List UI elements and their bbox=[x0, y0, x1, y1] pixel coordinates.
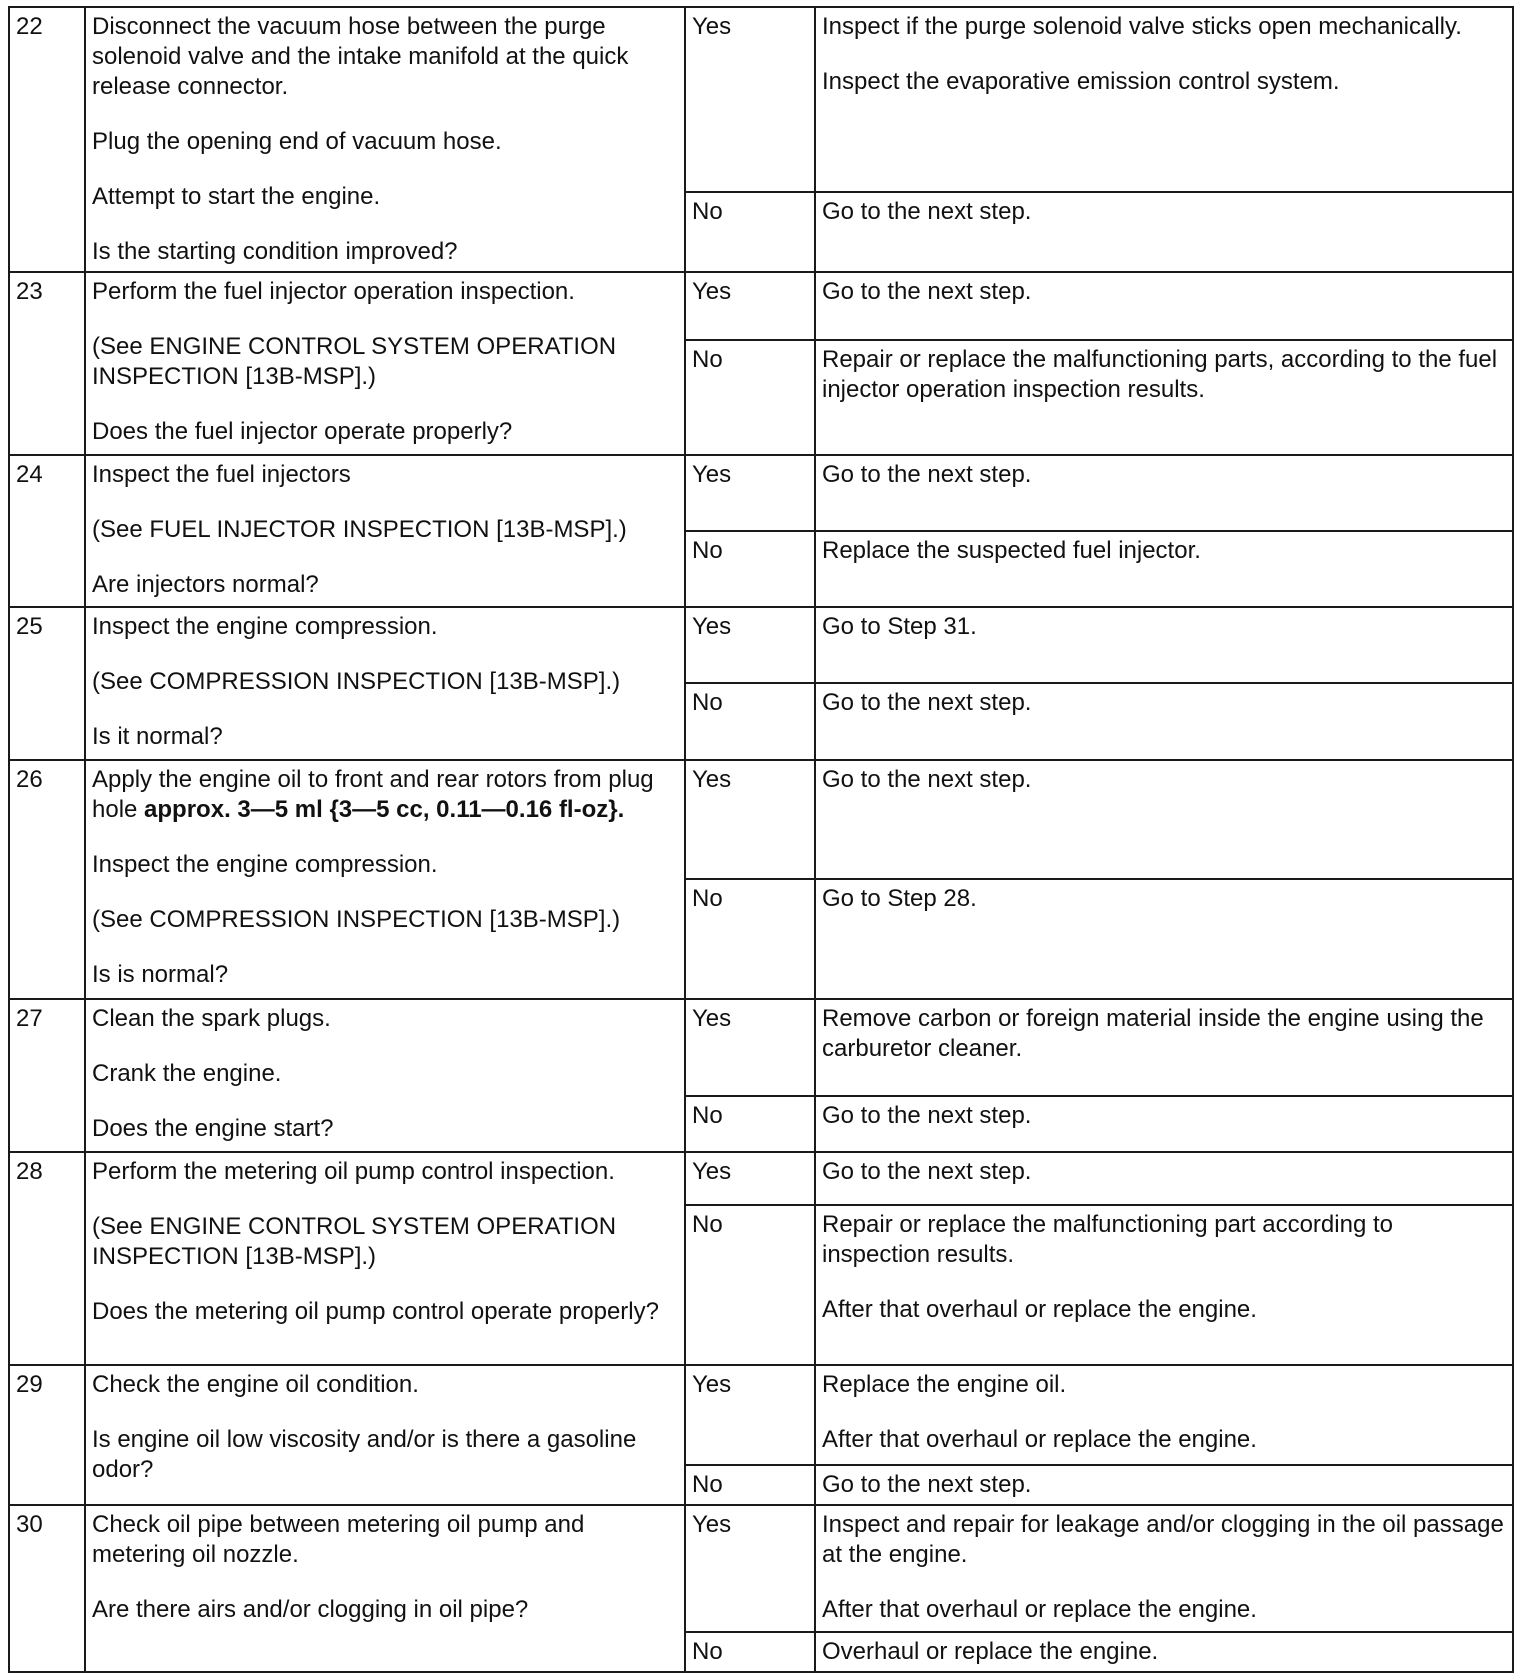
action-line: Repair or replace the malfunctioning parts, according to the fuel injector operation inspection results. bbox=[822, 346, 1498, 403]
step-procedure bbox=[85, 7, 685, 272]
yes-label: Yes bbox=[685, 455, 815, 531]
action-line: Go to the next step. bbox=[822, 461, 1032, 488]
procedure-line: Is is normal? bbox=[92, 961, 229, 988]
step-number: 23 bbox=[9, 272, 85, 455]
yes-label: Yes bbox=[685, 7, 815, 192]
procedure-line bbox=[92, 765, 678, 825]
no-action bbox=[815, 192, 1513, 272]
procedure-line: Does the engine start? bbox=[92, 1115, 334, 1142]
step-number: 25 bbox=[9, 607, 85, 760]
procedure-line: (See COMPRESSION INSPECTION [13B-MSP].) bbox=[92, 668, 621, 695]
yes-label: Yes bbox=[685, 1152, 815, 1205]
action-line: After that overhaul or replace the engine. bbox=[822, 1296, 1257, 1323]
yes-action bbox=[815, 1365, 1513, 1465]
step-row-30 bbox=[9, 1505, 1513, 1632]
action-line: Go to the next step. bbox=[822, 278, 1032, 305]
yes-action bbox=[815, 1505, 1513, 1632]
procedure-line: Plug the opening end of vacuum hose. bbox=[92, 128, 502, 155]
action-line: After that overhaul or replace the engine. bbox=[822, 1596, 1257, 1623]
step-procedure bbox=[85, 272, 685, 455]
action-line: Go to Step 31. bbox=[822, 613, 977, 640]
action-line: Repair or replace the malfunctioning part according to inspection results. bbox=[822, 1211, 1393, 1268]
troubleshooting-table bbox=[8, 6, 1514, 1673]
step-procedure bbox=[85, 1505, 685, 1672]
yes-action bbox=[815, 7, 1513, 192]
yes-action bbox=[815, 1152, 1513, 1205]
action-line: Go to the next step. bbox=[822, 689, 1032, 716]
step-number: 29 bbox=[9, 1365, 85, 1505]
step-row-27 bbox=[9, 999, 1513, 1096]
step-procedure bbox=[85, 1152, 685, 1365]
action-line: Go to the next step. bbox=[822, 1102, 1032, 1129]
no-label: No bbox=[685, 340, 815, 455]
no-label: No bbox=[685, 531, 815, 607]
step-procedure bbox=[85, 455, 685, 607]
yes-action bbox=[815, 999, 1513, 1096]
step-number: 26 bbox=[9, 760, 85, 999]
action-line: Go to the next step. bbox=[822, 766, 1032, 793]
no-action bbox=[815, 1205, 1513, 1365]
action-line: Remove carbon or foreign material inside the engine using the carburetor cleaner. bbox=[822, 1005, 1484, 1062]
step-procedure bbox=[85, 999, 685, 1152]
yes-action bbox=[815, 607, 1513, 683]
step-procedure bbox=[85, 760, 685, 999]
step-number: 27 bbox=[9, 999, 85, 1152]
yes-label: Yes bbox=[685, 760, 815, 879]
oil-amount-spec: approx. 3—5 ml {3—5 cc, 0.11—0.16 fl-oz}. bbox=[144, 796, 625, 823]
no-label: No bbox=[685, 192, 815, 272]
yes-action bbox=[815, 455, 1513, 531]
step-number: 30 bbox=[9, 1505, 85, 1672]
procedure-line: (See COMPRESSION INSPECTION [13B-MSP].) bbox=[92, 906, 621, 933]
action-line: Replace the engine oil. bbox=[822, 1371, 1067, 1398]
no-label: No bbox=[685, 1465, 815, 1505]
procedure-line: Check oil pipe between metering oil pump and metering oil nozzle. bbox=[92, 1511, 585, 1568]
step-row-24 bbox=[9, 455, 1513, 531]
procedure-line: Attempt to start the engine. bbox=[92, 183, 381, 210]
procedure-line: Clean the spark plugs. bbox=[92, 1005, 331, 1032]
step-row-26 bbox=[9, 760, 1513, 879]
procedure-line: Inspect the fuel injectors bbox=[92, 461, 351, 488]
procedure-line: Is engine oil low viscosity and/or is there a gasoline odor? bbox=[92, 1426, 637, 1483]
no-action bbox=[815, 1632, 1513, 1672]
step-row-28 bbox=[9, 1152, 1513, 1205]
procedure-line: Is it normal? bbox=[92, 723, 223, 750]
procedure-line: Perform the metering oil pump control inspection. bbox=[92, 1158, 615, 1185]
procedure-text: Apply the engine oil to front and rear rotors from plug hole bbox=[92, 766, 654, 823]
action-line: Go to Step 28. bbox=[822, 885, 977, 912]
yes-label: Yes bbox=[685, 1505, 815, 1632]
procedure-line: Does the metering oil pump control operate properly? bbox=[92, 1298, 659, 1325]
no-action bbox=[815, 531, 1513, 607]
procedure-line: Perform the fuel injector operation inspection. bbox=[92, 278, 575, 305]
no-action bbox=[815, 683, 1513, 760]
no-action bbox=[815, 879, 1513, 999]
procedure-line: Is the starting condition improved? bbox=[92, 238, 458, 265]
no-action bbox=[815, 1465, 1513, 1505]
step-row-23 bbox=[9, 272, 1513, 340]
procedure-line: (See FUEL INJECTOR INSPECTION [13B-MSP].) bbox=[92, 516, 627, 543]
procedure-line: Check the engine oil condition. bbox=[92, 1371, 419, 1398]
action-line: Inspect and repair for leakage and/or clogging in the oil passage at the engine. bbox=[822, 1511, 1504, 1568]
step-row-22 bbox=[9, 7, 1513, 192]
step-procedure bbox=[85, 607, 685, 760]
no-label: No bbox=[685, 1632, 815, 1672]
action-line: After that overhaul or replace the engine. bbox=[822, 1426, 1257, 1453]
action-line: Inspect the evaporative emission control system. bbox=[822, 68, 1340, 95]
action-line: Inspect if the purge solenoid valve sticks open mechanically. bbox=[822, 13, 1462, 40]
action-line: Go to the next step. bbox=[822, 1158, 1032, 1185]
yes-label: Yes bbox=[685, 999, 815, 1096]
no-action bbox=[815, 1096, 1513, 1152]
no-label: No bbox=[685, 879, 815, 999]
procedure-line: Inspect the engine compression. bbox=[92, 613, 438, 640]
action-line: Replace the suspected fuel injector. bbox=[822, 537, 1201, 564]
procedure-line: Crank the engine. bbox=[92, 1060, 282, 1087]
yes-label: Yes bbox=[685, 1365, 815, 1465]
step-row-29 bbox=[9, 1365, 1513, 1465]
step-row-25 bbox=[9, 607, 1513, 683]
procedure-line: Disconnect the vacuum hose between the purge solenoid valve and the intake manifold at the quick release connector. bbox=[92, 13, 629, 100]
procedure-line: Does the fuel injector operate properly? bbox=[92, 418, 513, 445]
procedure-line: (See ENGINE CONTROL SYSTEM OPERATION INSPECTION [13B-MSP].) bbox=[92, 333, 617, 390]
no-action bbox=[815, 340, 1513, 455]
step-number: 28 bbox=[9, 1152, 85, 1365]
step-number: 22 bbox=[9, 7, 85, 272]
yes-action bbox=[815, 760, 1513, 879]
procedure-line: (See ENGINE CONTROL SYSTEM OPERATION INSPECTION [13B-MSP].) bbox=[92, 1213, 617, 1270]
yes-action bbox=[815, 272, 1513, 340]
step-procedure bbox=[85, 1365, 685, 1505]
action-line: Go to the next step. bbox=[822, 1471, 1032, 1498]
action-line: Go to the next step. bbox=[822, 197, 1032, 225]
procedure-line: Are there airs and/or clogging in oil pipe? bbox=[92, 1596, 529, 1623]
procedure-line: Inspect the engine compression. bbox=[92, 851, 438, 878]
step-number: 24 bbox=[9, 455, 85, 607]
no-label: No bbox=[685, 683, 815, 760]
no-label: No bbox=[685, 1096, 815, 1152]
yes-label: Yes bbox=[685, 607, 815, 683]
no-label: No bbox=[685, 1205, 815, 1365]
action-line: Overhaul or replace the engine. bbox=[822, 1638, 1159, 1665]
procedure-line: Are injectors normal? bbox=[92, 571, 319, 598]
yes-label: Yes bbox=[685, 272, 815, 340]
